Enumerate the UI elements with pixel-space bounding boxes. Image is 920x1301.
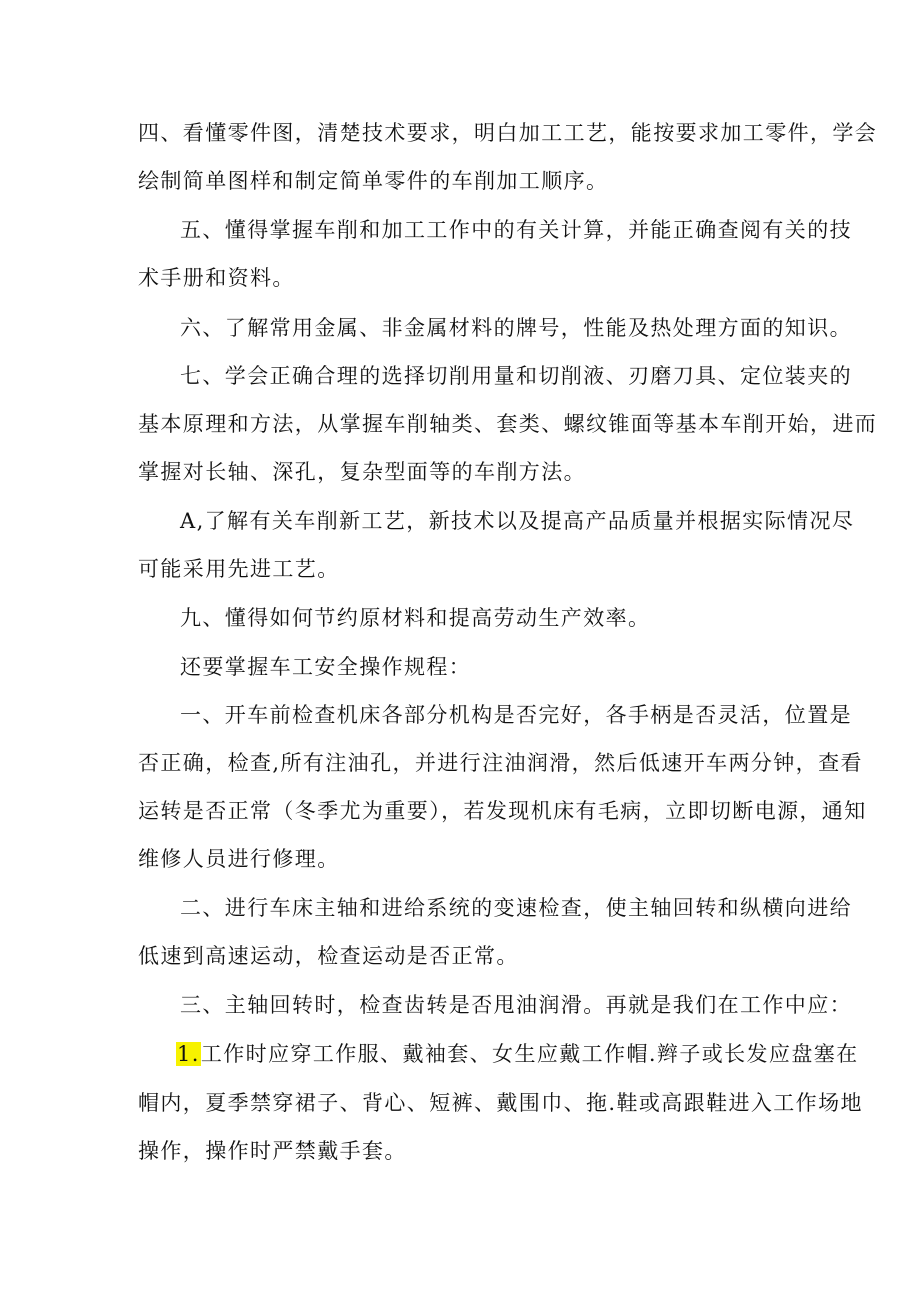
paragraph-5-line-2: 术手册和资料。 [138, 266, 295, 290]
rule-2-line-2: 低速到高速运动，检查运动是否正常。 [138, 944, 519, 968]
paragraph-9-line-1: 九、懂得如何节约原材料和提高劳动生产效率。 [180, 606, 651, 630]
rule-1-line-2: 否正确，检查,所有注油孔，并进行注油润滑，然后低速开车两分钟，查看 [138, 751, 863, 775]
item-1-line-3: 操作，操作时严禁戴手套。 [138, 1139, 407, 1163]
paragraph-4-line-2: 绘制简单图样和制定简单零件的车削加工顺序。 [138, 169, 609, 193]
paragraph-4-line-1: 四、看懂零件图，清楚技术要求，明白加工工艺，能按要求加工零件，学会 [138, 121, 878, 145]
paragraph-7-line-3: 掌握对长轴、深孔，复杂型面等的车削方法。 [138, 460, 586, 484]
paragraph-8-line-1: A,了解有关车削新工艺，新技术以及提高产品质量并根据实际情况尽 [180, 509, 855, 533]
paragraph-5-line-1: 五、懂得掌握车削和加工工作中的有关计算，并能正确查阅有关的技 [180, 218, 852, 242]
list-marker-highlight: 1. [177, 1042, 200, 1066]
paragraph-7-line-1: 七、学会正确合理的选择切削用量和切削液、刃磨刀具、定位装夹的 [180, 364, 852, 388]
rule-3-line-1: 三、主轴回转时，检查齿转是否甩油润滑。再就是我们在工作中应： [180, 993, 852, 1017]
item-1-line-2: 帽内，夏季禁穿裙子、背心、短裤、戴围巾、拖.鞋或高跟鞋进入工作场地 [138, 1091, 863, 1115]
item-1-line-1 [176, 1042, 859, 1066]
item-1-text: 工作时应穿工作服、戴袖套、女生应戴工作帽.辫子或长发应盘塞在 [200, 1042, 859, 1066]
rule-1-line-1: 一、开车前检查机床各部分机构是否完好，各手柄是否灵活，位置是 [180, 703, 852, 727]
paragraph-7-line-2: 基本原理和方法，从掌握车削轴类、套类、螺纹锥面等基本车削开始，进而 [138, 412, 878, 436]
safety-rules-heading: 还要掌握车工安全操作规程： [180, 655, 472, 679]
paragraph-8-line-2: 可能采用先进工艺。 [138, 557, 340, 581]
rule-1-line-4: 维修人员进行修理。 [138, 847, 340, 871]
paragraph-6-line-1: 六、了解常用金属、非金属材料的牌号，性能及热处理方面的知识。 [180, 316, 852, 340]
rule-2-line-1: 二、进行车床主轴和进给系统的变速检查，使主轴回转和纵横向进给 [180, 896, 852, 920]
rule-1-line-3: 运转是否正常（冬季尤为重要），若发现机床有毛病，立即切断电源，通知 [138, 799, 867, 823]
